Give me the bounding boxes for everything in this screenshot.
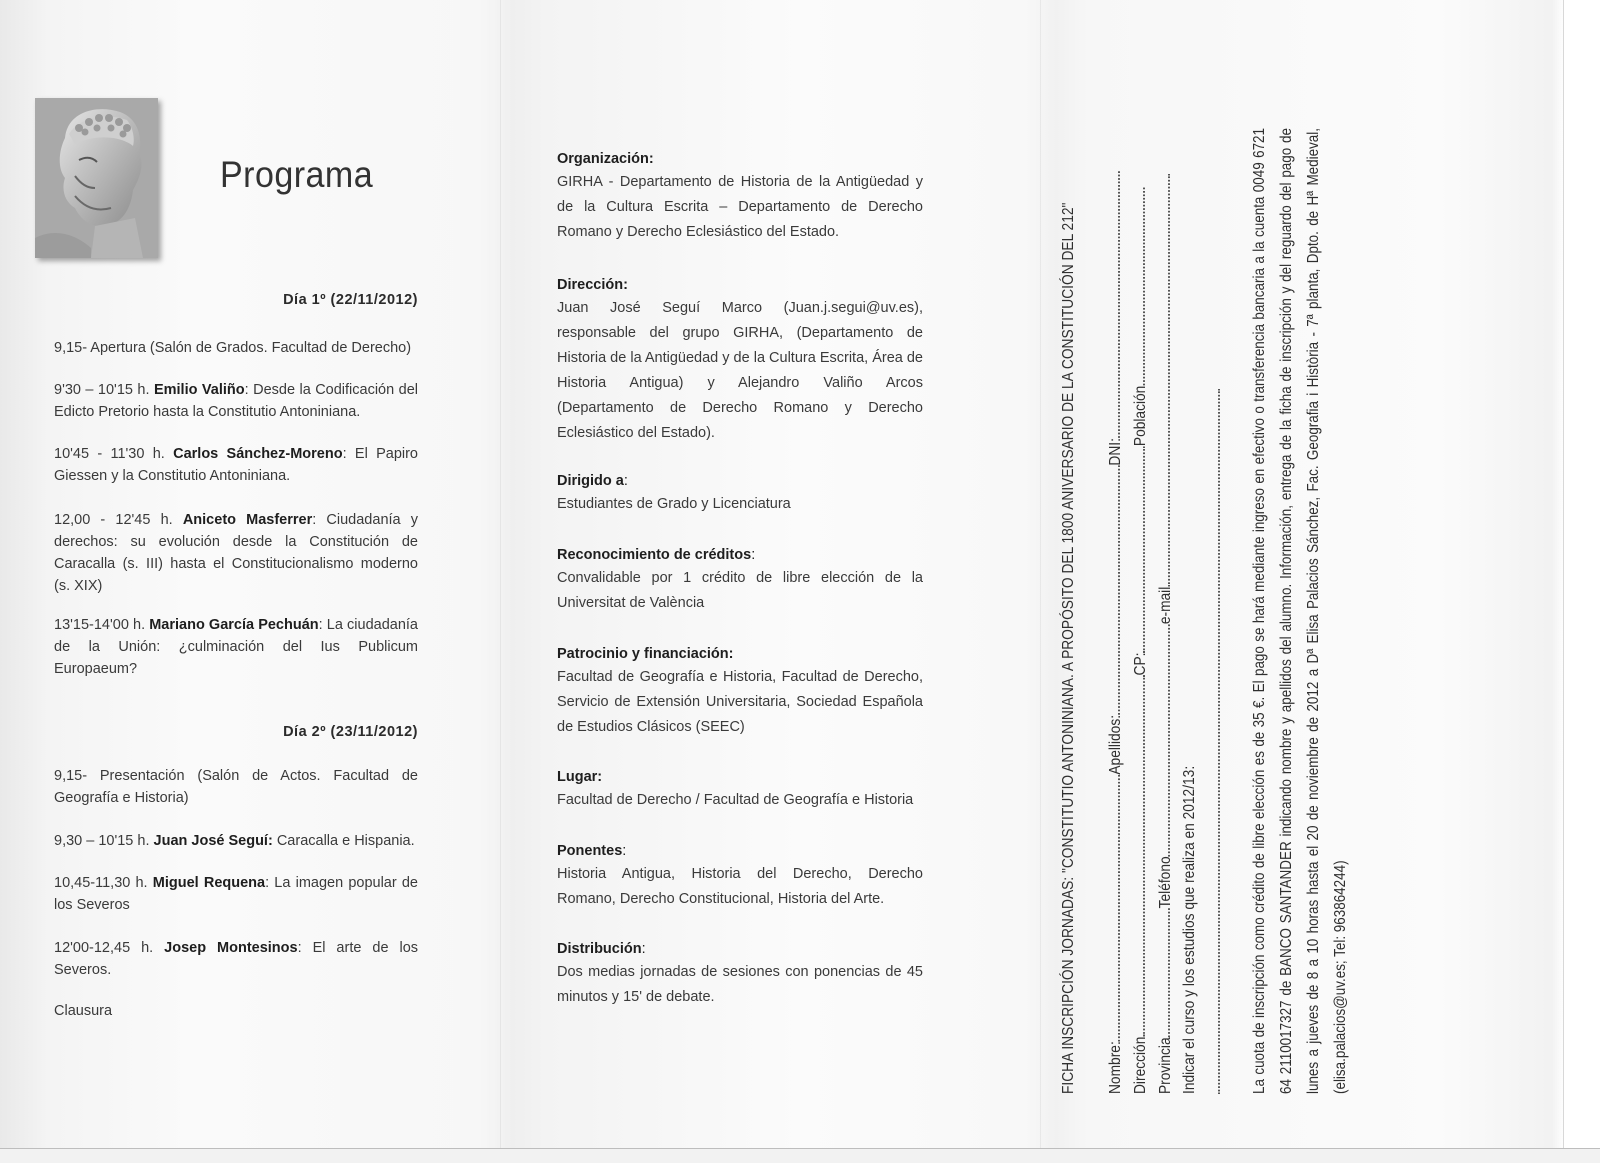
section-ponentes: Ponentes: Historia Antigua, Historia del Derecho, Derecho Romano, Derecho Constitucional, Historia del Arte. bbox=[557, 843, 923, 907]
schedule-item: 10,45-11,30 h. Miguel Requena: La imagen popular de los Severos bbox=[54, 875, 418, 913]
dni-field[interactable] bbox=[1106, 171, 1120, 438]
speaker-name: Josep Montesinos bbox=[164, 940, 298, 956]
section-creditos: Reconocimiento de créditos: Convalidable por 1 crédito de libre elección de la Universitat de València bbox=[557, 547, 923, 611]
schedule-item: 9,15- Apertura (Salón de Grados. Facultad de Derecho) bbox=[54, 340, 412, 356]
telefono-field[interactable] bbox=[1156, 624, 1170, 856]
schedule-item: 9'30 – 10'15 h. Emilio Valiño: Desde la Codificación del Edicto Pretorio hasta la Constitutio Antoniniana. bbox=[54, 382, 418, 420]
registration-form-panel bbox=[1058, 94, 1398, 1094]
form-row-nombre: Nombre:Apellidos:DNI: bbox=[1106, 251, 1125, 1094]
direccion-field[interactable] bbox=[1131, 675, 1145, 1036]
page-edge bbox=[1563, 0, 1600, 1149]
estudios-field[interactable] bbox=[1206, 389, 1220, 1094]
nombre-field[interactable] bbox=[1106, 775, 1120, 1042]
schedule-item: 9,30 – 10'15 h. Juan José Seguí: Caracalla e Hispania. bbox=[54, 833, 415, 849]
caracalla-portrait-image bbox=[35, 98, 158, 258]
section-organizacion: Organización: GIRHA - Departamento de Historia de la Antigüedad y de la Cultura Escrita – Departamento de Derecho Romano y Derecho Eclesiástico del Estado. bbox=[557, 151, 923, 240]
speaker-name: Juan José Seguí: bbox=[153, 833, 273, 849]
section-patrocinio: Patrocinio y financiación: Facultad de Geografía e Historia, Facultad de Derecho, Servicio de Extensión Universitaria, Sociedad Española de Estudios Clásicos (SEEC) bbox=[557, 646, 923, 735]
form-row-direccion: DirecciónCP:Población bbox=[1131, 251, 1150, 1094]
speaker-name: Mariano García Pechuán bbox=[149, 617, 319, 633]
fold-line bbox=[500, 0, 501, 1163]
page-title: Programa bbox=[220, 154, 374, 195]
speaker-name: Emilio Valiño bbox=[153, 382, 245, 398]
closing-item: Clausura bbox=[54, 1003, 113, 1019]
section-lugar: Lugar: Facultad de Derecho / Facultad de Geografía e Historia bbox=[557, 769, 914, 808]
provincia-field[interactable] bbox=[1156, 908, 1170, 1037]
form-row-estudios-blank bbox=[1206, 251, 1225, 1094]
schedule-item: 13'15-14'00 h. Mariano García Pechuán: La ciudadanía de la Unión: ¿culminación del Ius Publicum Europaeum? bbox=[54, 617, 418, 677]
day-2-heading: Día 2º (23/11/2012) bbox=[283, 724, 418, 740]
poblacion-field[interactable] bbox=[1131, 188, 1145, 386]
schedule-item: 9,15- Presentación (Salón de Actos. Facultad de Geografía e Historia) bbox=[54, 768, 418, 806]
section-dirigido: Dirigido a: Estudiantes de Grado y Licenciatura bbox=[557, 473, 791, 512]
form-row-estudios: Indicar el curso y los estudios que realiza en 2012/13: bbox=[1181, 765, 1198, 1094]
payment-info: La cuota de inscripción como crédito de libre elección es de 35 €. El pago se hará mediante ingreso en efectivo o transferencia bancaria a la cuenta 0049 6721 64 2110017327 de BANCO SANTANDER indicando nombre y apellidos del alumno. Información, entrega de la ficha de inscripción y del reguardo del pago de lunes a jueves de 8 a 10 horas hasta el 20 de noviembre de 2012 a Dª Elisa Palacios Sánchez, Fac. Geografia i Història - 7ª planta, Dpto. de Hª Medieval, (elisa.palacios@uv.es; Tel: 963864244) bbox=[1251, 128, 1349, 1094]
schedule-item: 10'45 - 11'30 h. Carlos Sánchez-Moreno: El Papiro Giessen y la Constitutio Antoniniana. bbox=[54, 446, 418, 484]
day-1-heading: Día 1º (22/11/2012) bbox=[283, 292, 418, 308]
speaker-name: Miguel Requena bbox=[152, 875, 266, 891]
speaker-name: Carlos Sánchez-Moreno bbox=[173, 446, 343, 462]
page-edge bbox=[0, 1148, 1600, 1163]
form-title: FICHA INSCRIPCIÓN JORNADAS: "CONSTITUTIO ANTONINIANA. A PROPÓSITO DEL 1800 ANIVERSARIO DE LA CONSTITUCIÓN DEL 212" bbox=[1060, 202, 1077, 1094]
schedule-item: 12'00-12,45 h. Josep Montesinos: El arte de los Severos. bbox=[54, 940, 419, 978]
speaker-name: Aniceto Masferrer bbox=[182, 512, 313, 528]
section-direccion: Dirección: Juan José Seguí Marco (Juan.j.segui@uv.es), responsable del grupo GIRHA, (Departamento de Historia de la Antigüedad y de la Cultura Escrita, Área de Historia Antigua) y Alejandro Valiño Arcos (Departamento de Derecho Romano y Derecho Eclesiástico del Estado). bbox=[557, 277, 923, 441]
apellidos-field[interactable] bbox=[1106, 466, 1120, 715]
cp-field[interactable] bbox=[1131, 446, 1145, 652]
section-distribucion: Distribución: Dos medias jornadas de sesiones con ponencias de 45 minutos y 15' de debate. bbox=[557, 941, 923, 1005]
fold-line bbox=[1040, 0, 1041, 1163]
schedule-item: 12,00 - 12'45 h. Aniceto Masferrer: Ciudadanía y derechos: su evolución desde la Constitución de Caracalla (s. III) hasta el Constitucionalismo moderno (s. XIX) bbox=[54, 512, 418, 594]
form-row-provincia: ProvinciaTeléfonoe-mail bbox=[1156, 251, 1175, 1094]
email-field[interactable] bbox=[1156, 174, 1170, 587]
